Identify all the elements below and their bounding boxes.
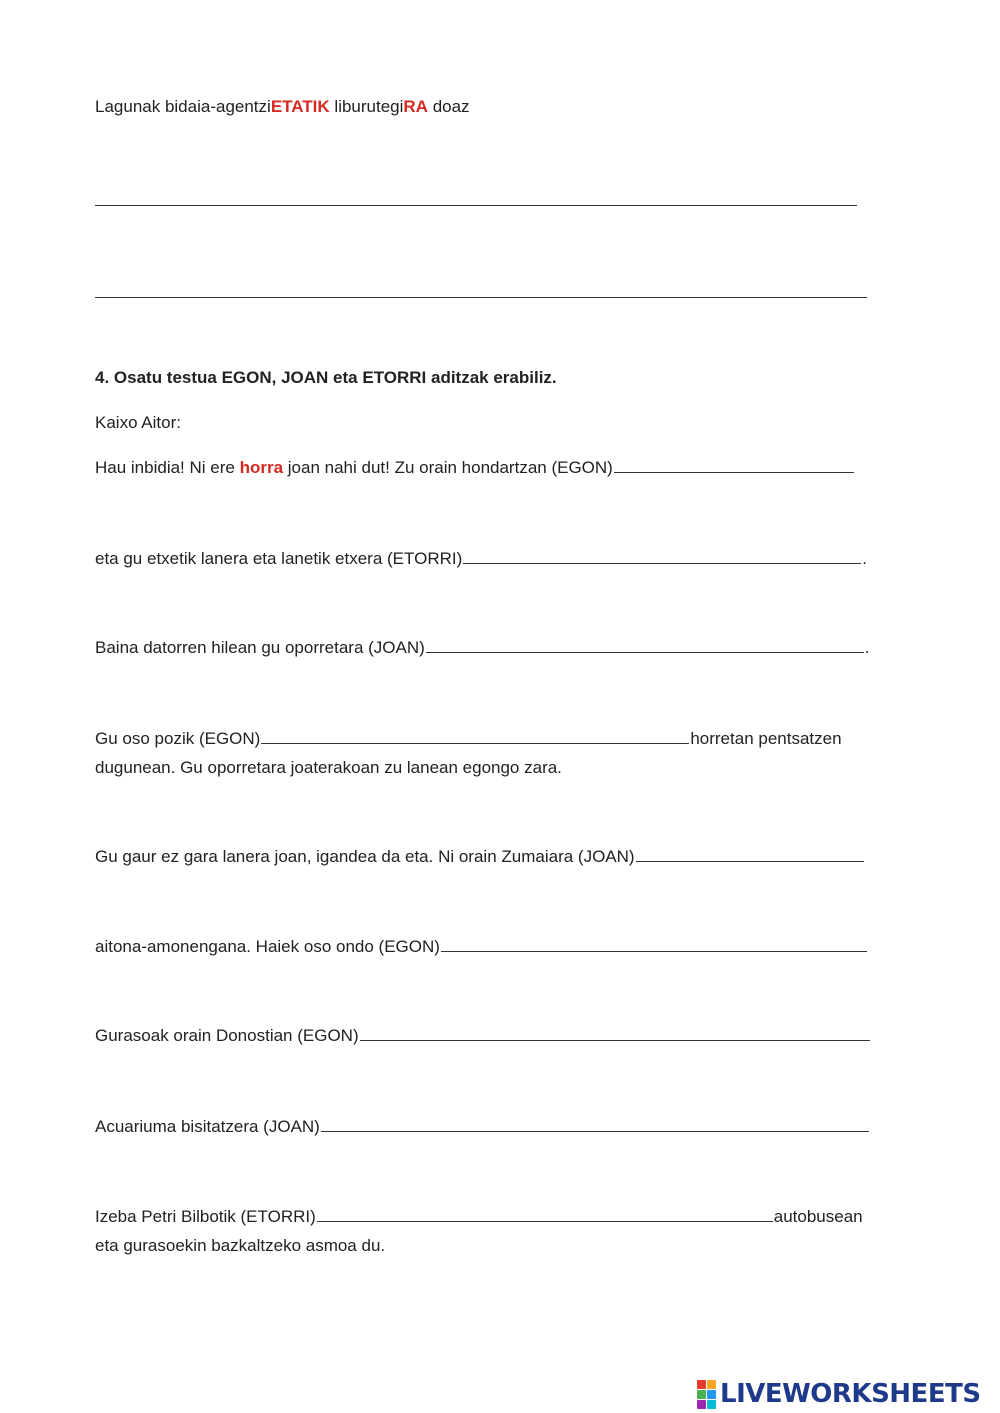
text-line: dugunean. Gu oporretara joaterakoan zu lanean egongo zara. [95, 758, 562, 777]
exercise-title: 4. Osatu testua EGON, JOAN eta ETORRI aditzak erabiliz. [95, 368, 557, 387]
highlight-suffix: RA [403, 97, 428, 116]
blank-input[interactable] [426, 651, 864, 653]
blank-input[interactable] [317, 1220, 773, 1222]
text-line [95, 637, 870, 659]
text-line: eta gurasoekin bazkaltzeko asmoa du. [95, 1236, 386, 1255]
text-line [95, 457, 855, 479]
blank-input[interactable] [441, 950, 867, 952]
logo-icon [697, 1380, 716, 1409]
logo-square [697, 1380, 706, 1389]
blank-input[interactable] [614, 471, 854, 473]
text-line [95, 1206, 863, 1228]
liveworksheets-logo [697, 1378, 981, 1410]
text-line [95, 1025, 871, 1047]
answer-line-1[interactable] [95, 205, 857, 206]
sentence-text: doaz [427, 97, 470, 116]
example-sentence [95, 96, 470, 118]
logo-square [707, 1400, 716, 1409]
text-segment: joan nahi dut! Zu orain hondartzan (EGON) [283, 458, 613, 477]
text-segment: Baina datorren hilean gu oporretara (JOAN) [95, 638, 425, 657]
sentence-text: liburutegi [329, 97, 404, 116]
blank-input[interactable] [321, 1130, 869, 1132]
text-line [95, 846, 865, 868]
text-segment: Hau inbidia! Ni ere [95, 458, 240, 477]
text-line [95, 728, 842, 750]
text-segment: Gurasoak orain Donostian (EGON) [95, 1026, 359, 1045]
text-segment: . [864, 638, 870, 657]
text-segment: Acuariuma bisitatzera (JOAN) [95, 1117, 320, 1136]
text-line [95, 1116, 870, 1138]
logo-square [697, 1390, 706, 1399]
highlight-suffix: ETATIK [270, 97, 330, 116]
greeting: Kaixo Aitor: [95, 413, 181, 432]
logo-square [707, 1390, 716, 1399]
text-segment: horretan pentsatzen [690, 729, 842, 748]
logo-text: LIVEWORKSHEETS [720, 1379, 981, 1409]
blank-input[interactable] [463, 562, 861, 564]
logo-square [697, 1400, 706, 1409]
text-segment: eta gu etxetik lanera eta lanetik etxera (ETORRI) [95, 549, 463, 568]
text-line [95, 936, 868, 958]
text-segment: autobusean [773, 1207, 863, 1226]
blank-input[interactable] [360, 1039, 870, 1041]
answer-line-2[interactable] [95, 297, 867, 298]
text-segment: Gu gaur ez gara lanera joan, igandea da eta. Ni orain Zumaiara (JOAN) [95, 847, 635, 866]
text-segment: Izeba Petri Bilbotik (ETORRI) [95, 1207, 316, 1226]
text-segment: . [862, 549, 867, 568]
blank-input[interactable] [261, 742, 689, 744]
blank-input[interactable] [636, 860, 864, 862]
logo-square [707, 1380, 716, 1389]
text-line [95, 548, 867, 570]
text-segment: Gu oso pozik (EGON) [95, 729, 261, 748]
highlight-word: horra [239, 458, 284, 477]
sentence-text: Lagunak bidaia-agentzi [95, 97, 271, 116]
text-segment: aitona-amonengana. Haiek oso ondo (EGON) [95, 937, 440, 956]
